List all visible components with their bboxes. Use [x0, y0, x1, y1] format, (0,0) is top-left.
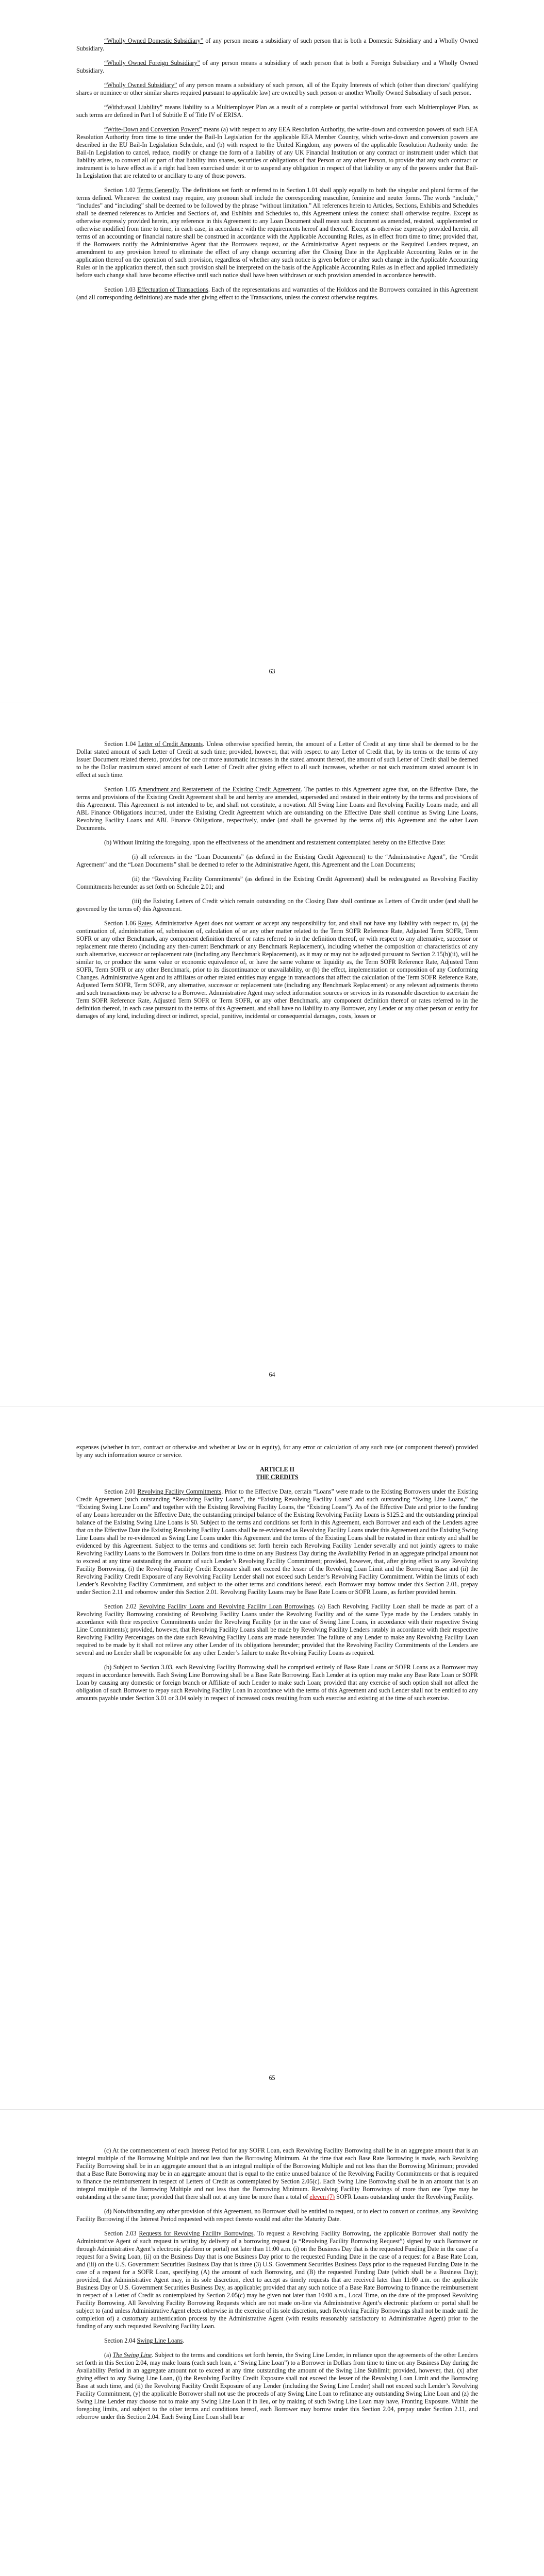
clause-i: (i) all references in the “Loan Documents” (as defined in the Existing Credit Agreement) to the “Administrative Agent”, the “Credit Agreement” and the “Loan Documents” shall be deemed to refer to the Administrative Agent, this Agreement and the Loan Documents;	[76, 853, 478, 868]
page-64-content	[76, 740, 478, 1027]
definition-wholly-owned-subsidiary: “Wholly Owned Subsidiary” of any person means a subsidiary of such person, all of the Equity Interests of which (other than directors’ qualifying shares or nominee or other similar shares required pursuant to applicable law) are owned by such person or another Wholly Owned Subsidiary of such person.	[76, 81, 478, 96]
clause-d: (d) Notwithstanding any other provision of this Agreement, no Borrower shall be entitled to request, or to elect to convert or continue, any Revolving Facility Borrowing if the Interest Period requested with respect thereto would end after the Maturity Date.	[76, 2208, 478, 2223]
section-heading: Letter of Credit Amounts	[138, 740, 203, 748]
section-heading: Effectuation of Transactions	[137, 286, 208, 293]
section-2-02: Section 2.02 Revolving Facility Loans and Revolving Facility Loan Borrowings. (a) Each Revolving Facility Loan shall be made as part of a Revolving Facility Borrowing consisting of Revolving Facility Loans under the Revolving Facility and of the same Type made by the Lenders ratably in accordance with their respective Commitments under the Revolving Facility (or in the case of Swing Line Loans, in accordance with their respective Swing Line Commitments); provided, however, that Revolving Facility Loans shall be made by Revolving Facility Lenders ratably in accordance with their respective Revolving Facility Percentages on the date such Revolving Facility Loans are made hereunder. The failure of any Lender to make any Revolving Facility Loan required to be made by it shall not relieve any other Lender of its obligations hereunder; provided that the Revolving Facility Commitments of the Lenders are several and no Lender shall be responsible for any other Lender’s failure to make Revolving Facility Loans as required.	[76, 1603, 478, 1656]
page-number: 65	[269, 2074, 275, 2081]
article-title: THE CREDITS	[256, 1473, 299, 1481]
defined-term: “Withdrawal Liability”	[104, 104, 163, 111]
section-heading: Amendment and Restatement of the Existing Credit Agreement	[138, 786, 301, 793]
highlighted-revision: eleven (7)	[309, 2193, 335, 2200]
clause-c: (c) At the commencement of each Interest Period for any SOFR Loan, each Revolving Facility Borrowing shall be in an aggregate amount that is an integral multiple of the Borrowing Multiple and not less than the Borrowing Minimum. At the time that each Base Rate Borrowing is made, each Revolving Facility Borrowing shall be in an aggregate amount that is an integral multiple of the Borrowing Multiple and not less than the Borrowing Minimum; provided that a Base Rate Borrowing may be in an aggregate amount that is equal to the entire unused balance of the Revolving Facility Commitments or that is required to finance the reimbursement in respect of Letters of Credit as contemplated by Section 2.05(c). Each Swing Line Borrowing shall be in an amount that is an integral multiple of the Borrowing Multiple and not less than the Borrowing Minimum. Revolving Facility Borrowings of more than one Type may be outstanding at the same time; provided that there shall not at any time be more than a total of eleven (7) SOFR Loans outstanding under the Revolving Facility.	[76, 2147, 478, 2200]
section-heading: Requests for Revolving Facility Borrowings	[139, 2230, 254, 2237]
defined-term: “Write-Down and Conversion Powers”	[104, 126, 202, 133]
defined-term: “Wholly Owned Subsidiary”	[104, 81, 177, 89]
section-heading: Terms Generally	[137, 187, 179, 194]
page-64	[0, 703, 544, 1406]
definition-withdrawal-liability: “Withdrawal Liability” means liability to a Multiemployer Plan as a result of a complete or partial withdrawal from such Multiemployer Plan, as such terms are defined in Part I of Subtitle E of Title IV of ERISA.	[76, 104, 478, 118]
definition-wholly-owned-domestic-subsidiary: “Wholly Owned Domestic Subsidiary” of any person means a subsidiary of such person that is both a Domestic Subsidiary and a Wholly Owned Subsidiary.	[76, 37, 478, 52]
section-1-04: Section 1.04 Letter of Credit Amounts. Unless otherwise specified herein, the amount of a Letter of Credit at any time shall be deemed to be the Dollar stated amount of such Letter of Credit at such time; provided, however, that with respect to any Letter of Credit that, by its terms or the terms of any Issuer Document related thereto, provides for one or more automatic increases in the stated amount thereof, the amount of such Letter of Credit shall be deemed to be the Dollar maximum stated amount of such Letter of Credit after giving effect to all such increases, whether or not such maximum stated amount is in effect at such time.	[76, 740, 478, 778]
section-heading: Revolving Facility Commitments	[137, 1488, 222, 1495]
page-63-content	[76, 37, 478, 308]
section-heading: Rates	[138, 920, 152, 927]
page-63	[0, 0, 544, 703]
article-heading: ARTICLE II	[259, 1466, 295, 1473]
continuation-paragraph: expenses (whether in tort, contract or otherwise and whether at law or in equity), for any error or calculation of any such rate (or component thereof) provided by any such information source or service.	[76, 1444, 478, 1459]
section-1-03: Section 1.03 Effectuation of Transactions. Each of the representations and warranties of the Holdcos and the Borrowers contained in this Agreement (and all corresponding definitions) are made after giving effect to the Transactions, unless the context otherwise requires.	[76, 286, 478, 301]
clause-iii: (iii) the Existing Letters of Credit which remain outstanding on the Closing Date shall continue as Letters of Credit under (and shall be governed by the terms of) this Agreement.	[76, 897, 478, 912]
page-65-content	[76, 1444, 478, 1709]
defined-term: “Wholly Owned Foreign Subsidiary”	[104, 59, 200, 66]
page-66-content	[76, 2147, 478, 2428]
clause-heading: The Swing Line	[112, 2351, 152, 2359]
definition-write-down-and-conversion-powers: “Write-Down and Conversion Powers” means (a) with respect to any EEA Resolution Authority, the write-down and conversion powers of such EEA Resolution Authority from time to time under the Bail-In Legislation for the applicable EEA Member Country, which write-down and conversion powers are described in the EU Bail-In Legislation Schedule, and (b) with respect to the United Kingdom, any powers of the applicable Resolution Authority under the Bail-In Legislation to cancel, reduce, modify or change the form of a liability of any UK Financial Institution or any contract or instrument under which that liability arises, to convert all or part of that liability into shares, securities or obligations of that Person or any other Person, to provide that any such contract or instrument is to have effect as if a right had been exercised under it or to suspend any obligation in respect of that liability or any of the powers under that Bail-In Legislation that are related to or ancillary to any of those powers.	[76, 126, 478, 179]
page-number: 64	[269, 1371, 275, 1378]
defined-term: “Wholly Owned Domestic Subsidiary”	[104, 37, 204, 44]
definition-wholly-owned-foreign-subsidiary: “Wholly Owned Foreign Subsidiary” of any person means a subsidiary of such person that is both a Foreign Subsidiary and a Wholly Owned Subsidiary.	[76, 59, 478, 74]
clause-b: (b) Subject to Section 3.03, each Revolving Facility Borrowing shall be comprised entirely of Base Rate Loans or SOFR Loans as a Borrower may request in accordance herewith. Each Swing Line Borrowing shall be a Base Rate Borrowing. Each Lender at its option may make any Base Rate Loan or SOFR Loan by causing any domestic or foreign branch or Affiliate of such Lender to make such Loan; provided that any exercise of such option shall not affect the obligation of such Borrower to repay such Revolving Facility Loan in accordance with the terms of this Agreement and such Lender shall not be entitled to any amounts payable under Section 3.01 or 3.04 solely in respect of increased costs resulting from such exercise and existing at the time of such exercise.	[76, 1664, 478, 1702]
section-1-06: Section 1.06 Rates. Administrative Agent does not warrant or accept any responsibility for, and shall not have any liability with respect to, (a) the continuation of, administration of, submission of, calculation of or any other matter related to the Term SOFR Reference Rate, Adjusted Term SOFR, Term SOFR or any other Benchmark, any component definition thereof or rates referred to in the definition thereof, or with respect to any alternative, successor or replacement rate thereto (including any then-current Benchmark or any Benchmark Replacement), including whether the composition or characteristics of any such alternative, successor or replacement rate (including any Benchmark Replacement), as it may or may not be adjusted pursuant to Section 2.15(b)(ii), will be similar to, or produce the same value or economic equivalence of, or have the same volume or liquidity as, the Term SOFR Reference Rate, Adjusted Term SOFR, Term SOFR or any other Benchmark, prior to its discontinuance or unavailability, or (b) the effect, implementation or composition of any Conforming Changes. Administrative Agent and its affiliates or other related entities may engage in transactions that affect the calculation of the Term SOFR Reference Rate, Adjusted Term SOFR, Term SOFR, any alternative, successor or replacement rate (including any Benchmark Replacement) or any relevant adjustments thereto and such transactions may be adverse to a Borrower. Administrative Agent may select information sources or services in its reasonable discretion to ascertain the Term SOFR Reference Rate, Adjusted Term SOFR or Term SOFR, or any other Benchmark, any component definition thereof or rates referred to in the definition thereof, in each case pursuant to the terms of this Agreement, and shall have no liability to any Borrower, any Lender or any other person or entity for damages of any kind, including direct or indirect, special, punitive, incidental or consequential damages, costs, losses or	[76, 920, 478, 1020]
section-heading: Swing Line Loans	[137, 2337, 183, 2344]
clause-b: (b) Without limiting the foregoing, upon the effectiveness of the amendment and restatement contemplated hereby on the Effective Date:	[104, 839, 446, 846]
section-heading: Revolving Facility Loans and Revolving Facility Loan Borrowings	[139, 1603, 314, 1610]
clause-ii: (ii) the “Revolving Facility Commitments” (as defined in the Existing Credit Agreement) shall be redesignated as Revolving Facility Commitments hereunder as set forth on Schedule 2.01; and	[76, 875, 478, 890]
page-number: 63	[269, 668, 275, 675]
section-2-04: Section 2.04 Swing Line Loans.	[104, 2337, 185, 2344]
section-1-05: Section 1.05 Amendment and Restatement of the Existing Credit Agreement. The parties to this Agreement agree that, on the Effective Date, the terms and provisions of the Existing Credit Agreement shall be and hereby are amended, superseded and restated in their entirety by the terms and provisions of this Agreement. This Agreement is not intended to be, and shall not constitute, a novation. All Swing Line Loans and Revolving Facility Loans made, and all ABL Finance Obligations incurred, under the Existing Credit Agreement which are outstanding on the Effective Date shall continue as Swing Line Loans, Revolving Facility Loans and ABL Finance Obligations, respectively, under (and shall be governed by the terms of) this Agreement and the other Loan Documents.	[76, 786, 478, 832]
clause-a-swing-line: (a) The Swing Line. Subject to the terms and conditions set forth herein, the Swing Line Lender, in reliance upon the agreements of the other Lenders set forth in this Section 2.04, may make loans (each such loan, a “Swing Line Loan”) to a Borrower in Dollars from time to time on any Business Day during the Availability Period in an aggregate amount not to exceed at any time outstanding the amount of the Swing Line Sublimit; provided, however, that, (x) after giving effect to any Swing Line Loan, (i) the Revolving Facility Credit Exposure shall not exceed the lesser of the Revolving Loan Limit and the Borrowing Base at such time, and (ii) the Revolving Facility Credit Exposure of any Lender (including the Swing Line Lender) shall not exceed such Lender’s Revolving Facility Commitment, (y) the applicable Borrower shall not use the proceeds of any Swing Line Loan to refinance any outstanding Swing Line Loan and (z) the Swing Line Lender may choose not to make any Swing Line Loan if in lieu, or by making of such Swing Line Loan may have, Fronting Exposure. Within the foregoing limits, and subject to the other terms and conditions hereof, each Borrower may borrow under this Section 2.04, prepay under Section 2.11, and reborrow under this Section 2.04. Each Swing Line Loan shall bear	[76, 2351, 478, 2420]
section-1-02: Section 1.02 Terms Generally. The definitions set forth or referred to in Section 1.01 shall apply equally to both the singular and plural forms of the terms defined. Whenever the context may require, any pronoun shall include the corresponding masculine, feminine and neuter forms. The words “include,” “includes” and “including” shall be deemed to be followed by the phrase “without limitation.” All references herein to Articles, Sections, Exhibits and Schedules shall be deemed references to Articles and Sections of, and Exhibits and Schedules to, this Agreement unless the context shall otherwise require. Except as otherwise expressly provided herein, any reference in this Agreement to any Loan Document shall mean such document as amended, restated, supplemented or otherwise modified from time to time, in each case, in accordance with the requirements hereof and thereof. Except as otherwise expressly provided herein, all terms of an accounting or financial nature shall be construed in accordance with the Applicable Accounting Rules, as in effect from time to time; provided that, if the Borrowers notify the Administrative Agent that the Borrowers request, or the Administrative Agent requests or the Required Lenders request, an amendment to any provision hereof to eliminate the effect of any change occurring after the Closing Date in the Applicable Accounting Rules or in the application thereof on the operation of such provision, regardless of whether any such notice is given before or after such change in the Applicable Accounting Rules or in the application thereof, then such provision shall be interpreted on the basis of the Applicable Accounting Rules as in effect and applied immediately before such change shall have become effective until such notice shall have been withdrawn or such provision amended in accordance herewith.	[76, 187, 478, 279]
page-66	[0, 2110, 544, 2576]
section-2-03: Section 2.03 Requests for Revolving Facility Borrowings. To request a Revolving Facility Borrowing, the applicable Borrower shall notify the Administrative Agent of such request in writing by delivery of a borrowing request (a “Revolving Facility Borrowing Request”) signed by such Borrower or through Administrative Agent’s electronic platform or portal) not later than 11:00 a.m. (i) on the Business Day that is the requested Funding Date in the case of a request for a Swing Loan, (ii) on the Business Day that is one Business Day prior to the requested Funding Date in the case of a request for a Base Rate Loan, and (iii) on the U.S. Government Securities Business Day that is three (3) U.S. Government Securities Business Days prior to the requested Funding Date in the case of a request for a SOFR Loan, specifying (A) the amount of such Borrowing, and (B) the requested Funding Date (which shall be a Business Day); provided, that Administrative Agent may, in its sole discretion, elect to accept as timely requests that are received later than 11:00 a.m. on the applicable Business Day or U.S. Government Securities Business Day, as applicable; provided that any such notice of a Base Rate Borrowing to finance the reimbursement in respect of a Letter of Credit as contemplated by Section 2.05(c) may be given not later than 10:00 a.m., Local Time, on the date of the proposed Revolving Facility Borrowing. All Revolving Facility Borrowing Requests which are not made on-line via Administrative Agent’s electronic platform or portal shall be subject to (and unless Administrative Agent elects otherwise in the exercise of its sole discretion, such Revolving Facility Borrowings shall not be made until the completion of) a customary authentication process by the Administrative Agent (with results reasonably satisfactory to Administrative Agent) prior to the funding of any such requested Revolving Facility Loan.	[76, 2230, 479, 2330]
section-2-01: Section 2.01 Revolving Facility Commitments. Prior to the Effective Date, certain “Loans” were made to the Existing Borrowers under the Existing Credit Agreement (such outstanding “Revolving Facility Loans”, the “Existing Revolving Facility Loans” and such outstanding “Swing Line Loans,” the “Existing Swing Line Loans” and together with the Existing Revolving Facility Loans, the “Existing Loans”). As of the Effective Date and prior to the funding of any Loans hereunder on the Effective Date, the outstanding principal balance of the Existing Revolving Facility Loans is $125.2 and the outstanding principal balance of the Existing Swing Line Loans is $0. Subject to the terms and conditions set forth in this Agreement, each Borrower and each of the Lenders agree that on the Effective Date the Existing Revolving Facility Loans shall be re-evidenced as Revolving Facility Loans under this Agreement and the Existing Swing Line Loans shall be re-evidenced as Swing Line Loans under this Agreement and the terms of the Existing Loans shall be restated in their entirety and shall be evidenced by this Agreement. Subject to the terms and conditions set forth herein each Revolving Facility Lender severally and not jointly agrees to make Revolving Facility Loans to the Borrowers in Dollars from time to time on any Business Day during the Availability Period in an aggregate principal amount not to exceed at any time outstanding the amount of such Lender’s Revolving Facility Commitment; provided, however, that, after giving effect to any Revolving Facility Borrowing, (i) the Revolving Facility Credit Exposure shall not exceed the lesser of the Revolving Loan Limit and the Borrowing Base and (ii) the Revolving Facility Credit Exposure of any Revolving Facility Lender shall not exceed such Lender’s Revolving Facility Commitment. Within the limits of each Lender’s Revolving Facility Commitment, and subject to the other terms and conditions hereof, each Borrower may borrow under this Section 2.01, prepay under Section 2.11 and reborrow under this Section 2.01. Revolving Facility Loans may be Base Rate Loans or SOFR Loans, as further provided herein.	[76, 1488, 478, 1596]
page-65	[0, 1406, 544, 2110]
